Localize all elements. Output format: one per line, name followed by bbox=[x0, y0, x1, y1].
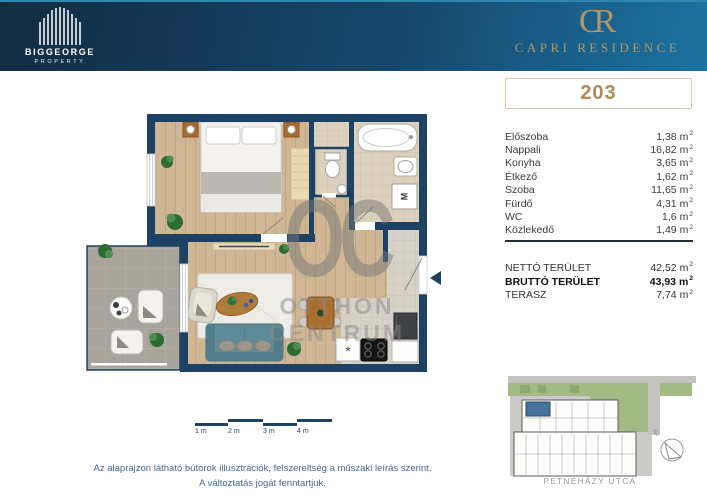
biggeorge-sub: PROPERTY bbox=[34, 59, 86, 65]
bedroom-door bbox=[261, 234, 287, 242]
room-area: 16,82 $m^2$ bbox=[650, 143, 693, 157]
sofa-pillow bbox=[237, 341, 253, 352]
room-area: 1,38 $m^2$ bbox=[656, 130, 693, 143]
pillow bbox=[242, 127, 276, 144]
washing-machine-label: M bbox=[399, 192, 410, 201]
room-row bbox=[505, 143, 693, 156]
blanket bbox=[201, 172, 281, 194]
total-row bbox=[505, 261, 693, 275]
room-area: 11,65 $m^2$ bbox=[651, 183, 693, 197]
scale-segment bbox=[195, 423, 228, 426]
toilet bbox=[326, 161, 340, 178]
site-plan bbox=[500, 374, 700, 478]
biggeorge-name: BIGGEORGE bbox=[25, 47, 95, 57]
room-row bbox=[505, 210, 693, 223]
scale-label: 4 m bbox=[297, 428, 309, 435]
watermark bbox=[269, 178, 405, 346]
list-separator bbox=[505, 240, 693, 242]
room-name: Étkező bbox=[505, 170, 538, 183]
lamp bbox=[288, 126, 296, 134]
street-name: PETNEHÁZY UTCA bbox=[543, 477, 637, 486]
unit-number-badge bbox=[505, 78, 692, 109]
total-row bbox=[505, 289, 693, 303]
capri-monogram: CR bbox=[578, 3, 609, 40]
room-name: Nappali bbox=[505, 144, 541, 157]
watermark-line2: CENTRUM bbox=[269, 320, 405, 346]
room-name: Szoba bbox=[505, 184, 535, 197]
terrace-railing bbox=[91, 363, 167, 366]
capri-name: CAPRI RESIDENCE bbox=[514, 40, 681, 55]
terrace-door bbox=[180, 264, 188, 332]
dishwasher-label: * bbox=[345, 343, 351, 359]
scale-label: 3 m bbox=[263, 428, 275, 435]
scale-bar bbox=[193, 417, 335, 439]
compass-north-label: É bbox=[651, 427, 662, 438]
room-row bbox=[505, 184, 693, 197]
lounge-chair bbox=[138, 290, 163, 323]
room-area-list bbox=[505, 130, 693, 242]
scale-segment bbox=[297, 419, 332, 422]
total-row-gross bbox=[505, 275, 693, 289]
total-area: 42,52 $m^2$ bbox=[650, 261, 693, 274]
apartment-floorplan bbox=[85, 108, 465, 380]
lamp bbox=[187, 126, 195, 134]
scale-segment bbox=[228, 419, 263, 422]
capri-residence-logo bbox=[495, 4, 700, 56]
site-green-band bbox=[508, 383, 692, 396]
biggeorge-building-icon bbox=[37, 7, 83, 45]
entrance-arrow-icon bbox=[430, 271, 441, 285]
total-area: 7,74 $m^2$ bbox=[656, 288, 693, 302]
site-road-vertical bbox=[648, 383, 662, 438]
total-name: NETTÓ TERÜLET bbox=[505, 261, 592, 274]
area-totals bbox=[505, 261, 693, 302]
room-area: 1,6 $m^2$ bbox=[662, 210, 693, 224]
terrace-table bbox=[110, 297, 132, 319]
disclaimer-line2: A változtatás jogát fenntartjuk. bbox=[199, 478, 326, 489]
total-area: 43,93 $m^2$ bbox=[649, 275, 693, 288]
room-row bbox=[505, 130, 693, 143]
bedroom-window bbox=[147, 154, 155, 206]
total-name: TERASZ bbox=[505, 289, 547, 302]
entry-floor bbox=[387, 226, 419, 298]
room-row bbox=[505, 170, 693, 183]
disclaimer bbox=[40, 461, 485, 491]
disclaimer-line1: Az alaprajzon látható bútorok illusztrációk, felszereltség a műszaki leírás szerint. bbox=[93, 463, 432, 474]
highlighted-unit bbox=[526, 402, 550, 416]
scale-label: 2 m bbox=[228, 428, 240, 435]
unit-number: 203 bbox=[580, 82, 617, 104]
sofa-pillow bbox=[219, 341, 235, 352]
armchair bbox=[187, 286, 218, 323]
room-name: Előszoba bbox=[505, 130, 549, 143]
washbasin bbox=[394, 157, 417, 176]
room-name: Közlekedő bbox=[505, 224, 555, 237]
room-area: 1,49 $m^2$ bbox=[656, 223, 693, 237]
room-row bbox=[505, 224, 693, 237]
pillow bbox=[206, 127, 240, 144]
lounge-chair bbox=[111, 330, 143, 354]
room-name: WC bbox=[505, 211, 523, 224]
biggeorge-logo bbox=[14, 7, 106, 65]
room-row bbox=[505, 197, 693, 210]
total-name: BRUTTÓ TERÜLET bbox=[505, 275, 601, 288]
faucet bbox=[409, 135, 413, 139]
scale-segment bbox=[263, 423, 297, 426]
scale-label: 1 m bbox=[195, 428, 207, 435]
room-name: Konyha bbox=[505, 157, 541, 170]
room-area: 4,31 $m^2$ bbox=[656, 197, 693, 210]
watermark-monogram: OC bbox=[284, 178, 390, 301]
compass-icon bbox=[652, 427, 683, 461]
room-area: 3,65 $m^2$ bbox=[656, 156, 693, 170]
header-banner bbox=[0, 0, 707, 71]
toilet-tank bbox=[325, 153, 340, 160]
room-row bbox=[505, 157, 693, 170]
room-name: Fürdő bbox=[505, 197, 533, 210]
room-area: 1,62 $m^2$ bbox=[656, 170, 693, 183]
watermark-line1: OTTHON bbox=[279, 293, 395, 319]
site-road bbox=[508, 376, 696, 383]
